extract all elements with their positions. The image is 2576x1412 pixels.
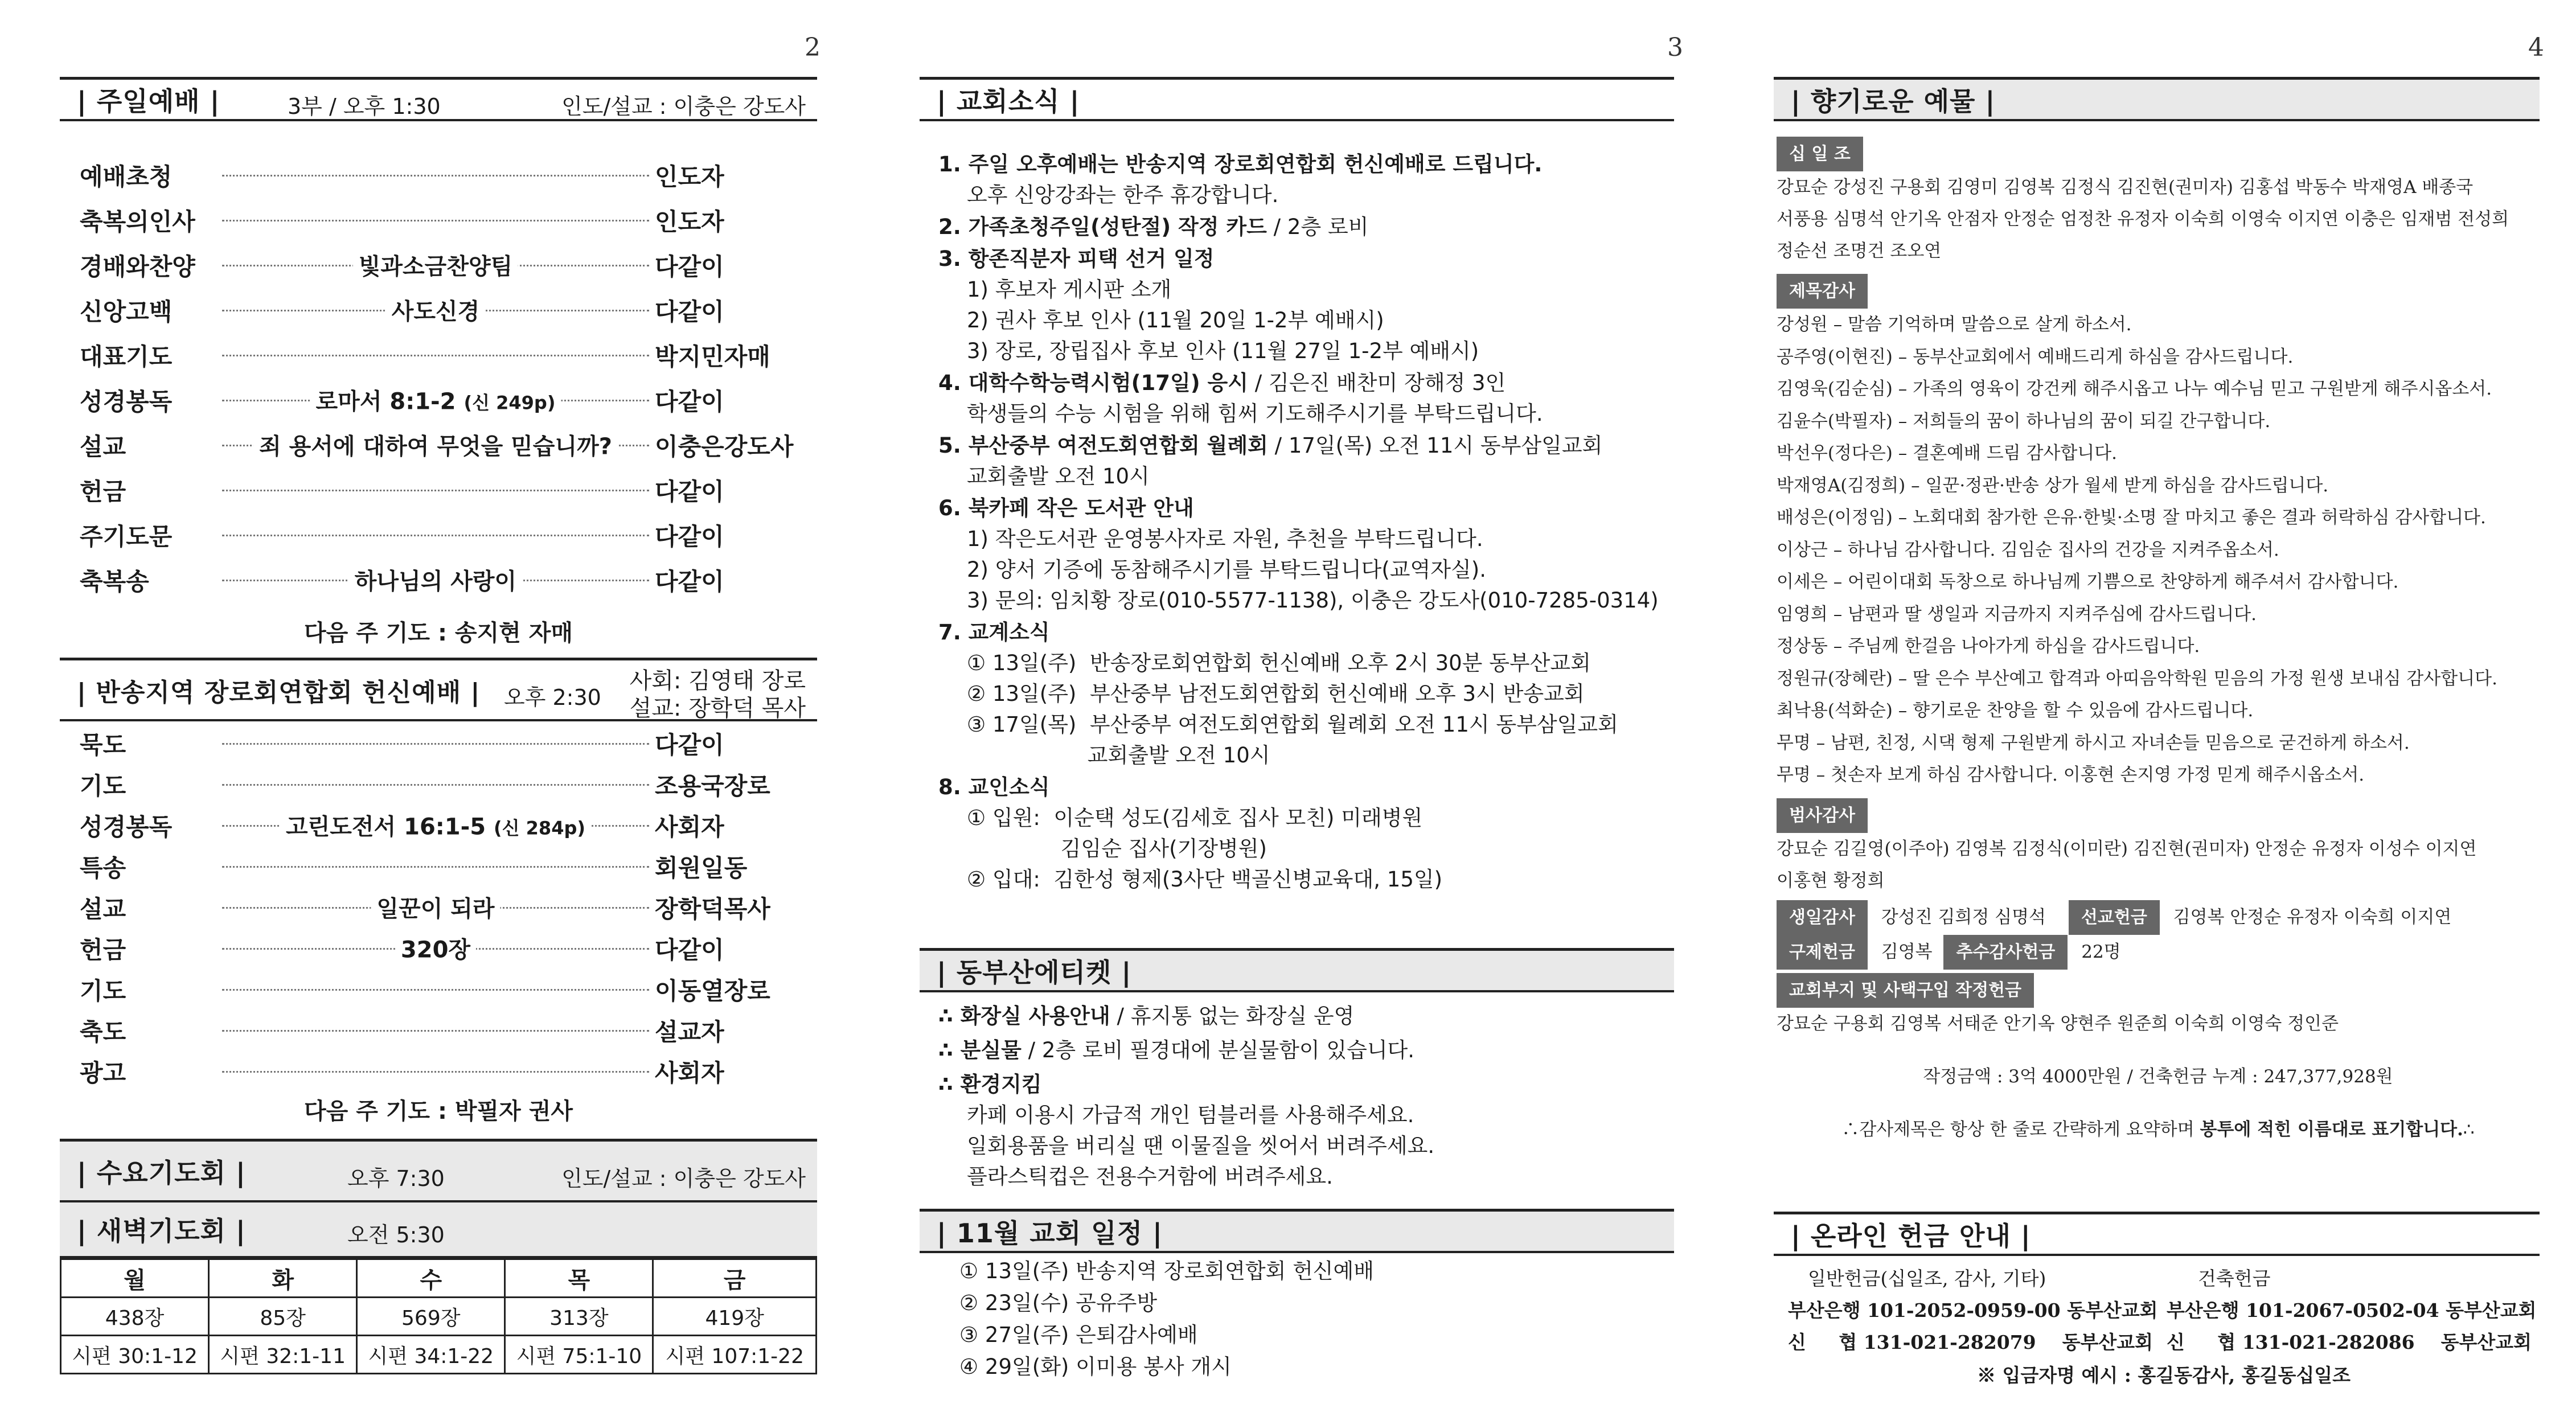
special-preacher: 설교: 장학덕 목사 xyxy=(629,695,806,721)
etiquette-header xyxy=(920,948,1674,992)
order-person: 다같이 xyxy=(655,523,724,551)
sunday-title: | 주일예배 | xyxy=(77,81,220,118)
order-person: 설교자 xyxy=(655,1018,724,1046)
list-item xyxy=(938,212,1673,243)
order-content xyxy=(310,383,561,416)
order-person: 인도자 xyxy=(655,208,724,236)
order-content-text: 죄 용서에 대하여 무엇을 믿습니까? xyxy=(259,433,612,459)
item-heading xyxy=(938,149,1673,180)
order-row xyxy=(80,428,797,462)
order-person: 인도자 xyxy=(655,163,724,191)
offering-line: 강묘순 강성진 구용회 김영미 김영복 김정식 김진현(권미자) 김홍섭 박동수 박재영A 배종국 xyxy=(1777,177,2474,198)
dawn-time: 오전 5:30 xyxy=(347,1222,445,1247)
item-line: 교회출발 오전 10시 xyxy=(967,464,1150,489)
leader-dots xyxy=(222,814,649,840)
online-header xyxy=(1774,1212,2540,1256)
order-person: 다같이 xyxy=(655,298,724,326)
item-title: 6. 북카페 작은 도서관 안내 xyxy=(938,496,1194,520)
list-item xyxy=(938,617,1673,771)
week-tag: 범사감사 xyxy=(1777,798,1868,833)
order-person: 이충은강도사 xyxy=(655,433,794,461)
item-heading xyxy=(938,1035,1673,1066)
order-content-text: 고린도전서 16:1-5 xyxy=(285,814,486,840)
leader-dots xyxy=(222,989,649,991)
order-label: 주기도문 xyxy=(80,523,173,551)
order-label: 축도 xyxy=(80,1018,126,1046)
item-line: 일회용품을 버리실 땐 이물질을 씻어서 버려주세요. xyxy=(967,1134,1435,1158)
order-row xyxy=(80,203,797,237)
dawn-hymn-cell: 569장 xyxy=(357,1298,505,1336)
leader-dots xyxy=(222,490,649,491)
order-content xyxy=(395,931,476,964)
order-label: 기도 xyxy=(80,977,126,1005)
leader-dots xyxy=(222,568,649,594)
order-row xyxy=(80,890,797,925)
dawn-psalm-cell: 시편 34:1-22 xyxy=(357,1336,505,1374)
order-row xyxy=(80,1054,797,1089)
item-title: ∴ 화장실 사용안내 xyxy=(938,1004,1110,1028)
order-label: 묵도 xyxy=(80,731,126,759)
item-detail: / 2층 로비 xyxy=(1266,215,1369,239)
offering-line: 이세은 – 어린이대회 독창으로 하나님께 기쁨으로 찬양하게 해주셔서 감사합니다. xyxy=(1777,572,2399,592)
item-title: 4. 대학수학능력시험(17일) 응시 xyxy=(938,371,1249,395)
order-label: 축복송 xyxy=(80,568,149,596)
sunday-leader: 인도/설교 : 이충은 강도사 xyxy=(561,94,806,119)
order-row xyxy=(80,767,797,802)
etiquette-list xyxy=(938,1001,1673,1196)
offering-line: 정원규(장혜란) – 딸 은수 부산예고 합격과 아띠음악학원 믿음의 가정 원생 보내심 감사합니다. xyxy=(1777,668,2497,689)
dawn-day-cell: 금 xyxy=(653,1259,817,1298)
item-title: 5. 부산중부 여전도회연합회 월례회 xyxy=(938,433,1268,458)
item-line: 3) 장로, 장립집사 후보 인사 (11월 27일 1-2부 예배시) xyxy=(967,339,1479,363)
item-line: ③ 17일(목) 부산중부 여전도회연합회 월례회 오전 11시 동부삼일교회 xyxy=(967,712,1618,737)
leader-dots xyxy=(222,355,649,356)
order-label: 성경봉독 xyxy=(80,813,173,841)
mission-tag: 선교헌금 xyxy=(2069,900,2160,935)
dawn-hymn-cell: 313장 xyxy=(505,1298,653,1336)
order-label: 특송 xyxy=(80,854,126,882)
order-person: 다같이 xyxy=(655,388,724,416)
item-line: 오후 신앙강좌는 한주 휴강합니다. xyxy=(967,183,1279,207)
offering-line: 김영욱(김순심) – 가족의 영육이 강건케 해주시옵고 나누 예수님 믿고 구원받게 해주시옵소서. xyxy=(1777,379,2492,399)
order-content xyxy=(253,428,618,461)
order-row xyxy=(80,931,797,966)
order-label: 기도 xyxy=(80,772,126,800)
dawn-hymn-cell: 419장 xyxy=(653,1298,817,1336)
order-label: 대표기도 xyxy=(80,343,173,371)
offering-line: 박재영A(김정희) – 일꾼·정관·반송 상가 월세 받게 하심을 감사드립니다. xyxy=(1777,475,2329,496)
etiquette-title: | 동부산에티켓 | xyxy=(937,952,1131,990)
item-line: 2) 권사 후보 인사 (11월 20일 1-2부 예배시) xyxy=(967,308,1384,333)
item-detail: / 김은진 배찬미 장해정 3인 xyxy=(1248,371,1506,395)
order-content xyxy=(280,808,591,841)
sunday-time: 3부 / 오후 1:30 xyxy=(288,94,441,119)
order-person: 다같이 xyxy=(655,568,724,596)
order-label: 예배초청 xyxy=(80,163,173,191)
item-heading xyxy=(938,212,1673,243)
offering-line: 이상근 – 하나님 감사합니다. 김임순 집사의 건강을 지켜주옵소서. xyxy=(1777,539,2279,560)
schedule-title: | 11월 교회 일정 | xyxy=(937,1213,1163,1250)
order-person: 사회자 xyxy=(655,1059,724,1087)
order-row xyxy=(80,293,797,327)
schedule-header xyxy=(920,1209,1674,1253)
item-line: ② 입대: 김한성 형제(3사단 백골신병교육대, 15일) xyxy=(967,867,1443,892)
order-row xyxy=(80,1013,797,1048)
item-title: 3. 항존직분자 피택 선거 일정 xyxy=(938,247,1215,271)
order-content-text: 일꾼이 되라 xyxy=(376,896,495,922)
dawn-schedule-table xyxy=(60,1258,817,1374)
deposit-name-note: ※ 입금자명 예시 : 홍길동감사, 홍길동십일조 xyxy=(1976,1364,2351,1386)
item-heading xyxy=(938,368,1673,399)
dawn-day-cell: 수 xyxy=(357,1259,505,1298)
item-heading xyxy=(938,493,1673,524)
special-time: 오후 2:30 xyxy=(504,685,601,710)
offering-line: 배성은(이정임) – 노회대회 참가한 은유·한빛·소명 잘 마치고 좋은 결과 허락하심 감사합니다. xyxy=(1777,507,2486,528)
building-names: 강묘순 구용회 김영복 서태준 안기옥 양현주 원준희 이숙희 이영숙 정인준 xyxy=(1777,1013,2339,1034)
wednesday-header xyxy=(60,1139,817,1202)
item-line: 1) 작은도서관 운영봉사자로 자원, 추천을 부탁드립니다. xyxy=(967,527,1483,551)
special-title: | 반송지역 장로회연합회 헌신예배 | xyxy=(77,672,480,708)
page-worship xyxy=(0,0,854,1412)
building-tag: 교회부지 및 사택구입 작정헌금 xyxy=(1777,973,2034,1008)
offering-note: ∴감사제목은 항상 한 줄로 간략하게 요약하며 봉투에 적힌 이름대로 표기합니다.∴ xyxy=(1841,1119,2475,1140)
dawn-psalm-cell: 시편 30:1-12 xyxy=(61,1336,209,1374)
item-line: ② 13일(주) 부산중부 남전도회연합회 헌신예배 오후 3시 반송교회 xyxy=(967,682,1585,706)
page-news xyxy=(854,0,1720,1412)
item-title: 1. 주일 오후예배는 반송지역 장로회연합회 헌신예배로 드립니다. xyxy=(938,152,1543,176)
order-person: 회원일동 xyxy=(655,854,748,882)
order-label: 설교 xyxy=(80,433,126,461)
leader-dots xyxy=(222,896,649,922)
item-detail: / 2층 로비 필경대에 분실물함이 있습니다. xyxy=(1021,1038,1415,1062)
offering-title: | 향기로운 예물 | xyxy=(1791,81,1995,118)
order-person: 사회자 xyxy=(655,813,724,841)
news-list xyxy=(938,149,1673,896)
tithe-tag: 십 일 조 xyxy=(1777,137,1863,171)
item-heading xyxy=(938,1069,1673,1100)
item-heading xyxy=(938,1001,1673,1032)
mission-names: 김영복 안정순 유정자 이숙희 이지연 xyxy=(2173,906,2452,927)
leader-dots xyxy=(222,1071,649,1073)
item-line: 1) 후보자 게시판 소개 xyxy=(967,277,1172,302)
dawn-title: | 새벽기도회 | xyxy=(77,1210,246,1248)
item-line: 카페 이용시 가급적 개인 텀블러를 사용해주세요. xyxy=(967,1103,1414,1127)
order-content-text: 빛과소금찬양팀 xyxy=(358,253,513,280)
leader-dots xyxy=(222,175,649,176)
general-account-coop: 신 협 131-021-282079 동부산교회 xyxy=(1788,1331,2153,1353)
offering-line: 최낙용(석화순) – 향기로운 찬양을 할 수 있음에 감사드립니다. xyxy=(1777,700,2254,721)
special-host: 사회: 김영태 장로 xyxy=(629,668,806,694)
birthday-names: 강성진 김희정 심명석 xyxy=(1881,906,2046,927)
building-offering-head: 건축헌금 xyxy=(2198,1267,2271,1290)
order-label: 경배와찬양 xyxy=(80,253,195,281)
dawn-psalm-cell: 시편 32:1-11 xyxy=(209,1336,357,1374)
order-person: 다같이 xyxy=(655,478,724,506)
sunday-next-prayer: 다음 주 기도 : 송지현 자매 xyxy=(303,620,573,646)
leader-dots xyxy=(222,220,649,221)
order-row xyxy=(80,473,797,507)
list-item xyxy=(938,1035,1673,1066)
item-heading xyxy=(938,244,1673,274)
order-label: 축복의인사 xyxy=(80,208,195,236)
order-person: 조용국장로 xyxy=(655,772,770,800)
thanks-tag: 제목감사 xyxy=(1777,274,1868,309)
dawn-hymn-cell: 85장 xyxy=(209,1298,357,1336)
order-row xyxy=(80,972,797,1007)
order-row xyxy=(80,158,797,192)
offering-line: 공주영(이현진) – 동부산교회에서 예배드리게 하심을 감사드립니다. xyxy=(1777,346,2294,367)
building-account-bank: 부산은행 101-2067-0502-04 동부산교회 xyxy=(2167,1299,2537,1321)
order-content xyxy=(349,563,522,596)
list-item xyxy=(938,368,1673,429)
order-label: 헌금 xyxy=(80,478,126,506)
page-offering xyxy=(1720,0,2576,1412)
schedule-item: ① 13일(주) 반송지역 장로회연합회 헌신예배 xyxy=(959,1259,1375,1283)
order-row xyxy=(80,849,797,884)
offering-line: 강성원 – 말씀 기억하며 말씀으로 살게 하소서. xyxy=(1777,314,2132,335)
order-person: 다같이 xyxy=(655,253,724,281)
order-row xyxy=(80,563,797,597)
list-item xyxy=(938,430,1673,492)
dawn-psalm-cell: 시편 75:1-10 xyxy=(505,1336,653,1374)
order-row xyxy=(80,808,797,843)
item-line: ① 13일(주) 반송장로회연합회 헌신예배 오후 2시 30분 동부산교회 xyxy=(967,651,1591,675)
relief-names: 김영복 xyxy=(1881,941,1933,962)
item-line: 플라스틱컵은 전용수거함에 버려주세요. xyxy=(967,1164,1333,1189)
harvest-count: 22명 xyxy=(2081,941,2121,962)
item-title: ∴ 환경지킴 xyxy=(938,1072,1042,1097)
order-label: 성경봉독 xyxy=(80,388,173,416)
item-detail: / 휴지통 없는 화장실 운영 xyxy=(1110,1004,1355,1028)
item-line: ① 입원: 이순택 성도(김세호 집사 모친) 미래병원 xyxy=(967,806,1423,830)
news-header xyxy=(920,77,1674,121)
item-line: 학생들의 수능 시험을 위해 힘써 기도해주시기를 부탁드립니다. xyxy=(967,401,1543,426)
page-number-left: 2 xyxy=(805,33,821,62)
order-label: 헌금 xyxy=(80,936,126,964)
order-row xyxy=(80,383,797,417)
page-number-middle: 3 xyxy=(1667,33,1683,62)
sunday-header xyxy=(60,77,817,121)
general-offering-head: 일반헌금(십일조, 감사, 기타) xyxy=(1808,1267,2046,1290)
offering-line: 무명 – 첫손자 보게 하심 감사합니다. 이홍현 손지영 가정 믿게 해주시옵소서. xyxy=(1777,765,2365,785)
schedule-item: ③ 27일(주) 은퇴감사예배 xyxy=(959,1323,1198,1347)
order-person: 장학덕목사 xyxy=(655,895,770,923)
special-header xyxy=(60,658,817,721)
item-line: 김임순 집사(기장병원) xyxy=(967,836,1267,861)
relief-tag: 구제헌금 xyxy=(1777,935,1868,970)
leader-dots xyxy=(222,937,649,963)
order-content xyxy=(371,890,500,923)
dawn-day-cell: 목 xyxy=(505,1259,653,1298)
leader-dots xyxy=(222,388,649,414)
item-line: 3) 문의: 임치황 장로(010-5577-1138), 이충은 강도사(010-7285-0314) xyxy=(967,588,1659,613)
schedule-item: ② 23일(수) 공유주방 xyxy=(959,1291,1158,1315)
order-label: 광고 xyxy=(80,1059,126,1087)
order-row xyxy=(80,338,797,372)
offering-line: 김윤수(박필자) – 저희들의 꿈이 하나님의 꿈이 되길 간구합니다. xyxy=(1777,411,2271,432)
dawn-day-cell: 화 xyxy=(209,1259,357,1298)
item-title: ∴ 분실물 xyxy=(938,1038,1022,1062)
offering-line: 무명 – 남편, 친정, 시댁 형제 구원받게 하시고 자녀손들 믿음으로 굳건하게 하소서. xyxy=(1777,732,2410,753)
offering-line: 임영희 – 남편과 딸 생일과 지금까지 지켜주심에 감사드립니다. xyxy=(1777,604,2257,625)
harvest-tag: 추수감사헌금 xyxy=(1943,935,2068,970)
order-person: 이동열장로 xyxy=(655,977,770,1005)
dawn-day-cell: 월 xyxy=(61,1259,209,1298)
order-content-text: 사도신경 xyxy=(391,298,480,325)
page-ref: (신 284p) xyxy=(493,817,586,839)
offering-line: 서풍용 심명석 안기옥 안점자 안정순 엄정찬 유정자 이숙희 이영숙 이지연 이충은 임재범 전성희 xyxy=(1777,209,2509,229)
schedule-list xyxy=(959,1255,1671,1383)
leader-dots xyxy=(222,743,649,745)
order-row xyxy=(80,248,797,282)
order-label: 신앙고백 xyxy=(80,298,173,326)
offering-line: 정상동 – 주님께 한걸음 나아가게 하심을 감사드립니다. xyxy=(1777,636,2200,656)
leader-dots xyxy=(222,784,649,786)
news-title: | 교회소식 | xyxy=(937,81,1080,118)
online-title: | 온라인 헌금 안내 | xyxy=(1791,1216,2031,1253)
leader-dots xyxy=(222,535,649,536)
offering-body xyxy=(1777,137,2540,1146)
leader-dots xyxy=(222,866,649,868)
offering-header xyxy=(1774,77,2540,121)
order-person: 다같이 xyxy=(655,936,724,964)
order-content xyxy=(353,248,518,281)
item-line: 교회출발 오전 10시 xyxy=(967,743,1270,767)
general-account-bank: 부산은행 101-2052-0959-00 동부산교회 xyxy=(1788,1299,2158,1321)
page-number-right: 4 xyxy=(2528,33,2544,62)
item-title: 2. 가족초청주일(성탄절) 작정 카드 xyxy=(938,215,1267,239)
offering-line: 강묘순 김길영(이주아) 김영복 김정식(이미란) 김진현(권미자) 안정순 유정자 이성수 이지연 xyxy=(1777,838,2477,859)
order-content xyxy=(386,293,486,326)
order-content-text: 320장 xyxy=(400,937,471,963)
birthday-tag: 생일감사 xyxy=(1777,900,1868,935)
order-row xyxy=(80,726,797,761)
offering-line: 박선우(정다은) – 결혼예배 드림 감사합니다. xyxy=(1777,443,2118,463)
list-item xyxy=(938,772,1673,895)
wednesday-time: 오후 7:30 xyxy=(347,1166,445,1191)
dawn-hymn-cell: 438장 xyxy=(61,1298,209,1336)
item-heading xyxy=(938,772,1673,803)
leader-dots xyxy=(222,298,649,325)
order-person: 다같이 xyxy=(655,731,724,759)
dawn-header xyxy=(60,1202,817,1258)
item-title: 7. 교계소식 xyxy=(938,620,1050,645)
order-content-text: 로마서 8:1-2 xyxy=(315,388,456,414)
wednesday-leader: 인도/설교 : 이충은 강도사 xyxy=(561,1166,806,1191)
online-accounts xyxy=(1788,1263,2540,1392)
leader-dots xyxy=(222,433,649,459)
order-label: 설교 xyxy=(80,895,126,923)
list-item xyxy=(938,1069,1673,1192)
item-detail: / 17일(목) 오전 11시 동부삼일교회 xyxy=(1268,433,1603,458)
offering-line: 정순선 조명건 조오연 xyxy=(1777,241,1942,261)
item-title: 8. 교인소식 xyxy=(938,775,1050,799)
item-line: 2) 양서 기증에 동참해주시기를 부탁드립니다(교역자실). xyxy=(967,557,1486,582)
list-item xyxy=(938,493,1673,616)
list-item xyxy=(938,1001,1673,1032)
list-item xyxy=(938,149,1673,211)
order-content-text: 하나님의 사랑이 xyxy=(354,568,517,594)
dawn-psalm-cell: 시편 107:1-22 xyxy=(653,1336,817,1374)
list-item xyxy=(938,244,1673,367)
offering-line: 이홍현 황정희 xyxy=(1777,870,1885,891)
page-ref: (신 249p) xyxy=(463,392,556,413)
leader-dots xyxy=(222,253,649,280)
special-next-prayer: 다음 주 기도 : 박필자 권사 xyxy=(303,1098,573,1124)
schedule-item: ④ 29일(화) 이미용 봉사 개시 xyxy=(959,1354,1232,1379)
item-heading xyxy=(938,617,1673,648)
wednesday-title: | 수요기도회 | xyxy=(77,1152,246,1190)
item-heading xyxy=(938,430,1673,461)
leader-dots xyxy=(222,1030,649,1032)
order-person: 박지민자매 xyxy=(655,343,770,371)
building-account-coop: 신 협 131-021-282086 동부산교회 xyxy=(2167,1331,2532,1353)
building-total: 작정금액 : 3억 4000만원 / 건축헌금 누계 : 247,377,928원 xyxy=(1923,1066,2393,1087)
order-row xyxy=(80,518,797,552)
